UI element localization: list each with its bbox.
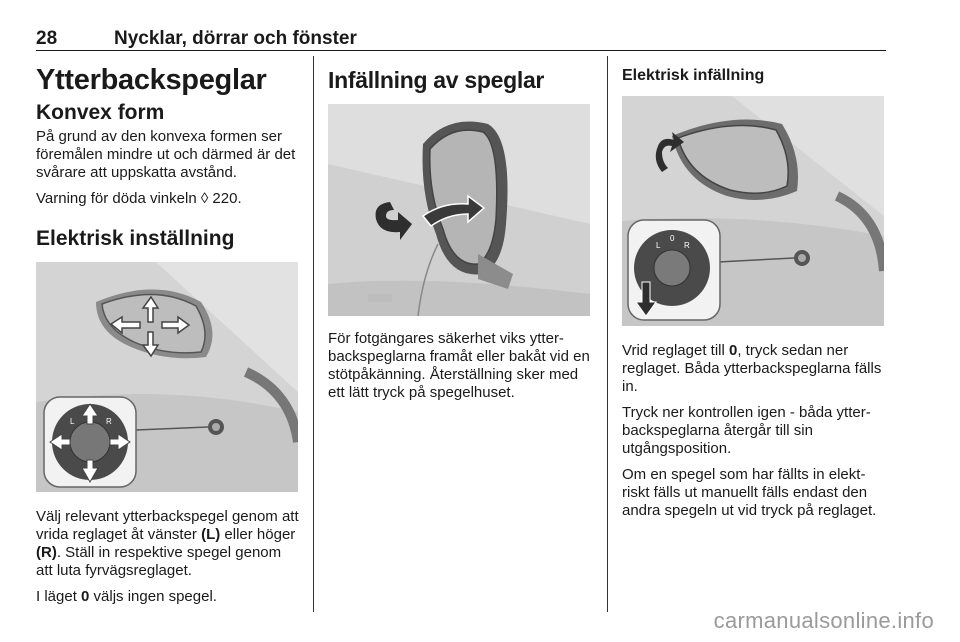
text: Välj relevant ytterbackspegel genom att vrida reglaget åt vänster — [36, 508, 299, 543]
paragraph: För fotgängares säkerhet viks ytter-backspeglarna framåt eller bakåt vid en stötpåkänning. Återställning sker med ett lätt tryck på spegelhuset. — [328, 330, 590, 401]
column-3 — [622, 58, 886, 528]
paragraph: Om en spegel som har fällts in elekt-riskt fälls ut manuellt fälls endast den andra spegeln ut vid tryck på reglaget. — [622, 466, 877, 519]
text: . Ställ in respektive spegel genom att luta fyrvägsreglaget. — [36, 544, 282, 579]
text-bold: 0 — [729, 342, 738, 359]
zero-label: 0 — [670, 234, 675, 243]
text: Vrid reglaget till — [622, 342, 729, 359]
electric-fold-illustration — [622, 96, 884, 326]
text: eller höger — [220, 526, 296, 543]
page-number: 28 — [36, 28, 58, 49]
page-ref[interactable]: 220. — [208, 190, 242, 207]
column-divider — [607, 56, 608, 612]
mirror-adjust-illustration — [36, 262, 298, 492]
paragraph — [36, 508, 300, 580]
text: , tryck sedan ner reglaget. Båda ytterbackspeglarna fälls in. — [622, 342, 882, 395]
text-bold: (R) — [36, 544, 57, 561]
text: I läget — [36, 588, 82, 605]
section-title: Infällning av speglar — [328, 67, 545, 93]
left-label: L — [656, 241, 661, 250]
paragraph — [36, 190, 300, 208]
text: Varning för döda vinkeln — [36, 190, 201, 207]
chapter-title: Nycklar, dörrar och fönster — [114, 28, 357, 49]
paragraph — [36, 588, 300, 606]
paragraph: Tryck ner kontrollen igen - båda ytter-backspeglarna återgår till sin utgångsposition. — [622, 404, 871, 457]
text-bold: (L) — [201, 526, 221, 543]
page-ref-arrow-icon[interactable]: ◊ — [200, 190, 209, 207]
right-label: R — [684, 241, 690, 250]
paragraph — [622, 342, 886, 396]
left-label: L — [70, 417, 75, 426]
column-divider — [313, 56, 314, 612]
right-label: R — [106, 417, 112, 426]
column-1 — [36, 58, 300, 614]
subsection-title: Elektrisk inställning — [36, 227, 235, 250]
subsection-title: Konvex form — [36, 101, 165, 124]
watermark: carmanualsonline.info — [713, 608, 934, 633]
column-2 — [328, 58, 592, 410]
mirror-fold-illustration — [328, 104, 590, 316]
text-bold: 0 — [81, 588, 90, 605]
page-header — [36, 28, 886, 51]
paragraph: På grund av den konvexa formen ser föremålen mindre ut och därmed är det svårare att uppskatta avstånd. — [36, 128, 296, 181]
text: väljs ingen spegel. — [89, 588, 217, 605]
section-title: Elektrisk infällning — [622, 67, 765, 84]
section-title: Ytterbackspeglar — [36, 64, 267, 96]
